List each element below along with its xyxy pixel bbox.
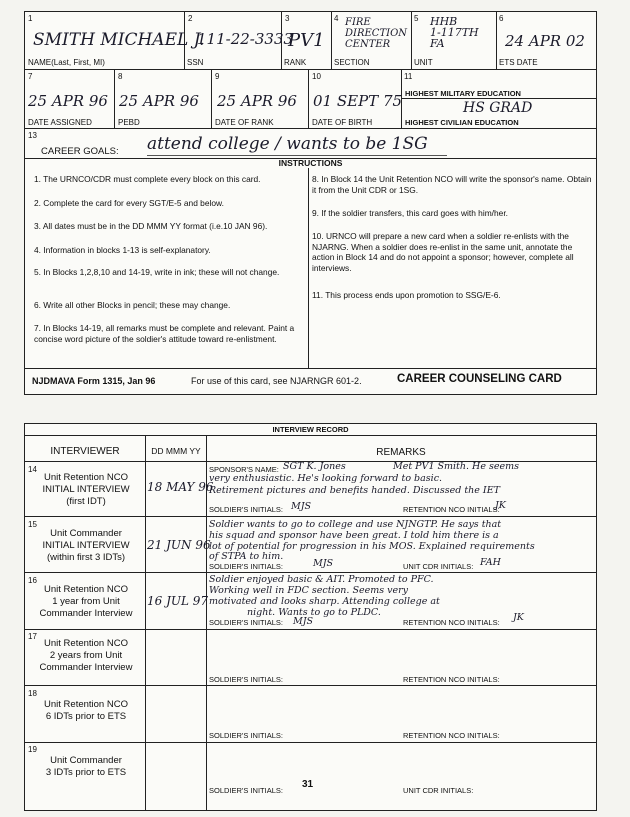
block-9-number: 9 (215, 72, 220, 81)
date-assigned-label: DATE ASSIGNED (28, 118, 92, 127)
row-15-date: 21 JUN 96 (147, 538, 211, 552)
highest-civilian-education-label: HIGHEST CIVILIAN EDUCATION (405, 118, 519, 127)
sponsor-name-label: SPONSOR'S NAME: (209, 465, 279, 474)
block-6-number: 6 (499, 14, 504, 23)
row-16-remark-1: Soldier enjoyed basic & AIT. Promoted to PFC. (209, 574, 434, 585)
row-16-soldier-initials-label: SOLDIER'S INITIALS: (209, 618, 283, 627)
row-14-remark-3: Retirement pictures and benefits handed. Discussed the IET (209, 485, 500, 496)
row-14-retention-nco-initials-label: RETENTION NCO INITIALS: (403, 505, 500, 514)
row-15-soldier-initials: MJS (313, 558, 334, 569)
instruction-1: 1. The URNCO/CDR must complete every block on this card. (34, 174, 261, 184)
row-14-interviewer: Unit Retention NCO INITIAL INTERVIEW (first IDT) (42, 472, 130, 507)
row-14-soldier-initials-label: SOLDIER'S INITIALS: (209, 505, 283, 514)
row-15-remark-4: of STPA to him. (209, 551, 284, 562)
career-goals-value: attend college / wants to be 1SG (147, 134, 428, 154)
counseling-card-form (24, 11, 597, 395)
block-14-number: 14 (28, 465, 37, 474)
instruction-7: 7. In Blocks 14-19, all remarks must be complete and relevant. Paint a concise word picture of the soldier's attitude toward re-enlistment. (34, 323, 295, 344)
interview-record (24, 423, 597, 811)
row-18-retention-nco-initials-label: RETENTION NCO INITIALS: (403, 731, 500, 740)
remarks-column-header: REMARKS (376, 447, 426, 458)
row-15-remark-3: lot of potential for progression in his MOS. Explained requirements (209, 541, 535, 552)
row-14-remark-2: very enthusiastic. He's looking forward to basic. (209, 473, 443, 484)
row-15-remark-1: Soldier wants to go to college and use NJNGTP. He says that (209, 519, 502, 530)
row-19-unit-cdr-initials-label: UNIT CDR INITIALS: (403, 786, 474, 795)
instruction-2: 2. Complete the card for every SGT/E-5 and below. (34, 198, 224, 208)
interviewer-column-header: INTERVIEWER (50, 446, 120, 457)
instruction-10: 10. URNCO will prepare a new card when a soldier re-enlists with the NJARNG. When a soldier does re-enlist in the same unit, annotate the action in Block 14 and do not appoint a sponsor; however, complete all interviews. (312, 231, 574, 273)
row-19-soldier-initials-label: SOLDIER'S INITIALS: (209, 786, 283, 795)
row-15-soldier-initials-label: SOLDIER'S INITIALS: (209, 562, 283, 571)
row-17-retention-nco-initials-label: RETENTION NCO INITIALS: (403, 675, 500, 684)
date-of-birth-value: 01 SEPT 75 (313, 92, 403, 110)
career-goals-label: CAREER GOALS: (41, 146, 119, 157)
block-4-number: 4 (334, 14, 339, 23)
page-number: 31 (299, 778, 316, 791)
instruction-5: 5. In Blocks 1,2,8,10 and 14-19, write in ink; these will not change. (34, 267, 280, 277)
instruction-3: 3. All dates must be in the DD MMM YY format (i.e.10 JAN 96). (34, 221, 268, 231)
block-10-number: 10 (312, 72, 321, 81)
row-16-interviewer: Unit Retention NCO 1 year from Unit Commander Interview (39, 584, 133, 619)
sponsor-name-value: SGT K. Jones (283, 461, 346, 472)
block-18-number: 18 (28, 689, 37, 698)
date-of-birth-label: DATE OF BIRTH (312, 118, 373, 127)
row-14-remark-1: Met PV1 Smith. He seems (393, 461, 519, 472)
row-17-interviewer: Unit Retention NCO 2 years from Unit Commander Interview (39, 638, 133, 673)
unit-label: UNIT (414, 58, 433, 67)
name-label: NAME(Last, First, MI) (28, 58, 105, 67)
block-15-number: 15 (28, 520, 37, 529)
instructions-title: INSTRUCTIONS (278, 158, 343, 168)
row-15-unit-cdr-initials-label: UNIT CDR INITIALS: (403, 562, 474, 571)
row-17-soldier-initials-label: SOLDIER'S INITIALS: (209, 675, 283, 684)
row-14-date: 18 MAY 96 (147, 480, 214, 494)
row-14-retention-nco-initials: JK (495, 500, 506, 511)
name-value: SMITH MICHAEL J. (33, 30, 205, 50)
form-id: NJDMAVA Form 1315, Jan 96 (32, 376, 156, 386)
block-19-number: 19 (28, 745, 37, 754)
section-label: SECTION (334, 58, 370, 67)
block-7-number: 7 (28, 72, 33, 81)
date-assigned-value: 25 APR 96 (28, 92, 108, 110)
row-16-retention-nco-initials: JK (513, 612, 524, 623)
block-16-number: 16 (28, 576, 37, 585)
row-16-remark-4: night. Wants to go to PLDC. (247, 607, 381, 618)
row-16-remark-3: motivated and looks sharp. Attending college at (209, 596, 440, 607)
rank-value: PV1 (288, 30, 325, 51)
unit-value: HHB 1-117TH FA (430, 15, 479, 50)
instruction-11: 11. This process ends upon promotion to SSG/E-6. (312, 290, 501, 300)
interview-record-title: INTERVIEW RECORD (272, 425, 349, 434)
instruction-8: 8. In Block 14 the Unit Retention NCO will write the sponsor's name. Obtain it from the Unit CDR or 1SG. (312, 174, 592, 195)
row-15-unit-cdr-initials: FAH (480, 557, 501, 568)
row-15-interviewer: Unit Commander INITIAL INTERVIEW (within first 3 IDTs) (42, 528, 130, 563)
date-column-header: DD MMM YY (151, 446, 201, 456)
row-14-soldier-initials: MJS (291, 501, 312, 512)
row-19-interviewer: Unit Commander 3 IDTs prior to ETS (45, 755, 127, 778)
card-title: CAREER COUNSELING CARD (397, 373, 562, 385)
block-8-number: 8 (118, 72, 123, 81)
highest-military-education-label: HIGHEST MILITARY EDUCATION (405, 89, 521, 98)
block-5-number: 5 (414, 14, 419, 23)
rank-label: RANK (284, 58, 307, 67)
civilian-education-value: HS GRAD (463, 100, 533, 116)
instruction-9: 9. If the soldier transfers, this card goes with him/her. (312, 208, 508, 218)
block-2-number: 2 (188, 14, 193, 23)
ets-date-value: 24 APR 02 (505, 32, 585, 50)
row-15-remark-2: his squad and sponsor have been great. I told him there is a (209, 530, 499, 541)
row-18-interviewer: Unit Retention NCO 6 IDTs prior to ETS (44, 699, 128, 722)
pebd-value: 25 APR 96 (119, 92, 199, 110)
block-3-number: 3 (285, 14, 290, 23)
ssn-label: SSN (187, 58, 204, 67)
form-use-note: For use of this card, see NJARNGR 601-2. (191, 376, 362, 386)
block-13-number: 13 (28, 131, 37, 140)
date-of-rank-label: DATE OF RANK (215, 118, 274, 127)
instruction-4: 4. Information in blocks 1-13 is self-explanatory. (34, 245, 211, 255)
block-11-number: 11 (404, 72, 413, 81)
row-16-remark-2: Working well in FDC section. Seems very (209, 585, 409, 596)
section-value: FIRE DIRECTION CENTER (345, 17, 408, 50)
row-18-soldier-initials-label: SOLDIER'S INITIALS: (209, 731, 283, 740)
pebd-label: PEBD (118, 118, 140, 127)
row-16-date: 16 JUL 97 (147, 594, 209, 608)
ets-date-label: ETS DATE (499, 58, 538, 67)
block-1-number: 1 (28, 14, 33, 23)
instruction-6: 6. Write all other Blocks in pencil; these may change. (34, 300, 231, 310)
row-16-retention-nco-initials-label: RETENTION NCO INITIALS: (403, 618, 500, 627)
block-17-number: 17 (28, 632, 37, 641)
date-of-rank-value: 25 APR 96 (217, 92, 297, 110)
ssn-value: 111-22-3333 (197, 30, 294, 48)
row-16-soldier-initials: MJS (293, 616, 314, 627)
